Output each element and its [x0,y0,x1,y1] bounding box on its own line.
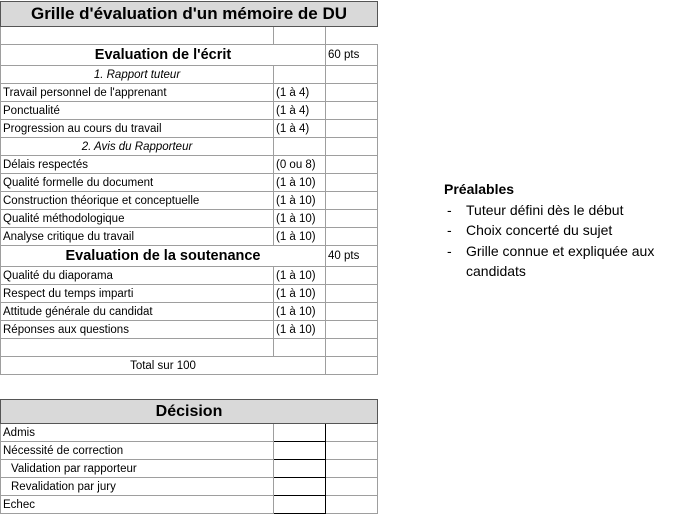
criteria-label: Délais respectés [1,156,274,174]
prealables-item-text: Choix concerté du sujet [466,222,613,238]
section-points-soutenance: 40 pts [326,246,378,267]
score-cell[interactable] [326,210,378,228]
prealables-title: Préalables [444,181,515,197]
criteria-label: Analyse critique du travail [1,228,274,246]
criteria-row [1,210,378,228]
section-points-ecrit: 60 pts [326,45,378,66]
total-row [1,357,378,375]
criteria-row [1,303,378,321]
prealables-note [444,179,684,282]
criteria-row [1,102,378,120]
score-cell[interactable] [326,285,378,303]
criteria-label: Réponses aux questions [1,321,274,339]
criteria-scale: (1 à 10) [274,303,326,321]
decision-row [1,460,378,478]
prealables-item [444,241,684,282]
decision-checkbox[interactable] [274,424,326,442]
decision-label: Echec [1,496,274,514]
group-label-rapport-tuteur: 1. Rapport tuteur [1,66,274,84]
criteria-row [1,321,378,339]
decision-checkbox[interactable] [274,496,326,514]
decision-title-row [1,400,378,424]
document-title: Grille d'évaluation d'un mémoire de DU [1,2,378,27]
criteria-label: Construction théorique et conceptuelle [1,192,274,210]
decision-checkbox[interactable] [274,478,326,496]
criteria-scale: (1 à 10) [274,174,326,192]
criteria-scale: (1 à 10) [274,192,326,210]
criteria-label: Qualité du diaporama [1,267,274,285]
criteria-label: Respect du temps imparti [1,285,274,303]
score-cell[interactable] [326,84,378,102]
group-label-avis-rapporteur: 2. Avis du Rapporteur [1,138,274,156]
grid-title-row [1,2,378,27]
decision-row [1,496,378,514]
empty-row [1,339,378,357]
score-cell[interactable] [326,174,378,192]
criteria-scale: (1 à 4) [274,102,326,120]
section-ecrit-row [1,45,378,66]
score-cell[interactable] [326,156,378,174]
dash-bullet-icon: - [447,222,452,238]
empty-row [1,27,378,45]
prealables-list [444,200,684,282]
group-row [1,138,378,156]
criteria-row [1,228,378,246]
criteria-label: Attitude générale du candidat [1,303,274,321]
decision-row [1,424,378,442]
decision-checkbox[interactable] [274,460,326,478]
prealables-item [444,220,684,241]
criteria-scale: (1 à 10) [274,321,326,339]
criteria-scale: (0 ou 8) [274,156,326,174]
decision-label: Revalidation par jury [1,478,274,496]
total-label: Total sur 100 [1,357,326,375]
criteria-scale: (1 à 4) [274,84,326,102]
criteria-row [1,267,378,285]
total-score-cell[interactable] [326,357,378,375]
criteria-label: Progression au cours du travail [1,120,274,138]
prealables-item-text: Grille connue et expliquée aux candidats [466,242,655,279]
evaluation-grid [0,1,378,375]
score-cell[interactable] [326,192,378,210]
decision-label: Nécessité de correction [1,442,274,460]
criteria-row [1,192,378,210]
score-cell[interactable] [326,102,378,120]
criteria-scale: (1 à 4) [274,120,326,138]
prealables-item [444,200,684,221]
section-heading-soutenance: Evaluation de la soutenance [1,246,326,267]
criteria-scale: (1 à 10) [274,210,326,228]
score-cell[interactable] [326,120,378,138]
criteria-label: Travail personnel de l'apprenant [1,84,274,102]
dash-bullet-icon: - [447,201,452,218]
section-soutenance-row [1,246,378,267]
decision-row [1,442,378,460]
score-cell[interactable] [326,321,378,339]
decision-label: Admis [1,424,274,442]
decision-row [1,478,378,496]
criteria-row [1,120,378,138]
criteria-scale: (1 à 10) [274,285,326,303]
dash-bullet-icon: - [447,242,452,259]
group-row [1,66,378,84]
score-cell[interactable] [326,303,378,321]
criteria-row [1,84,378,102]
decision-checkbox[interactable] [274,442,326,460]
criteria-scale: (1 à 10) [274,228,326,246]
criteria-label: Qualité formelle du document [1,174,274,192]
criteria-label: Qualité méthodologique [1,210,274,228]
criteria-row [1,285,378,303]
score-cell[interactable] [326,228,378,246]
prealables-item-text: Tuteur défini dès le début [466,201,624,218]
decision-label: Validation par rapporteur [1,460,274,478]
decision-heading: Décision [1,400,378,424]
score-cell[interactable] [326,267,378,285]
criteria-scale: (1 à 10) [274,267,326,285]
decision-grid [0,399,378,514]
criteria-row [1,156,378,174]
criteria-row [1,174,378,192]
criteria-label: Ponctualité [1,102,274,120]
section-heading-ecrit: Evaluation de l'écrit [1,45,326,66]
